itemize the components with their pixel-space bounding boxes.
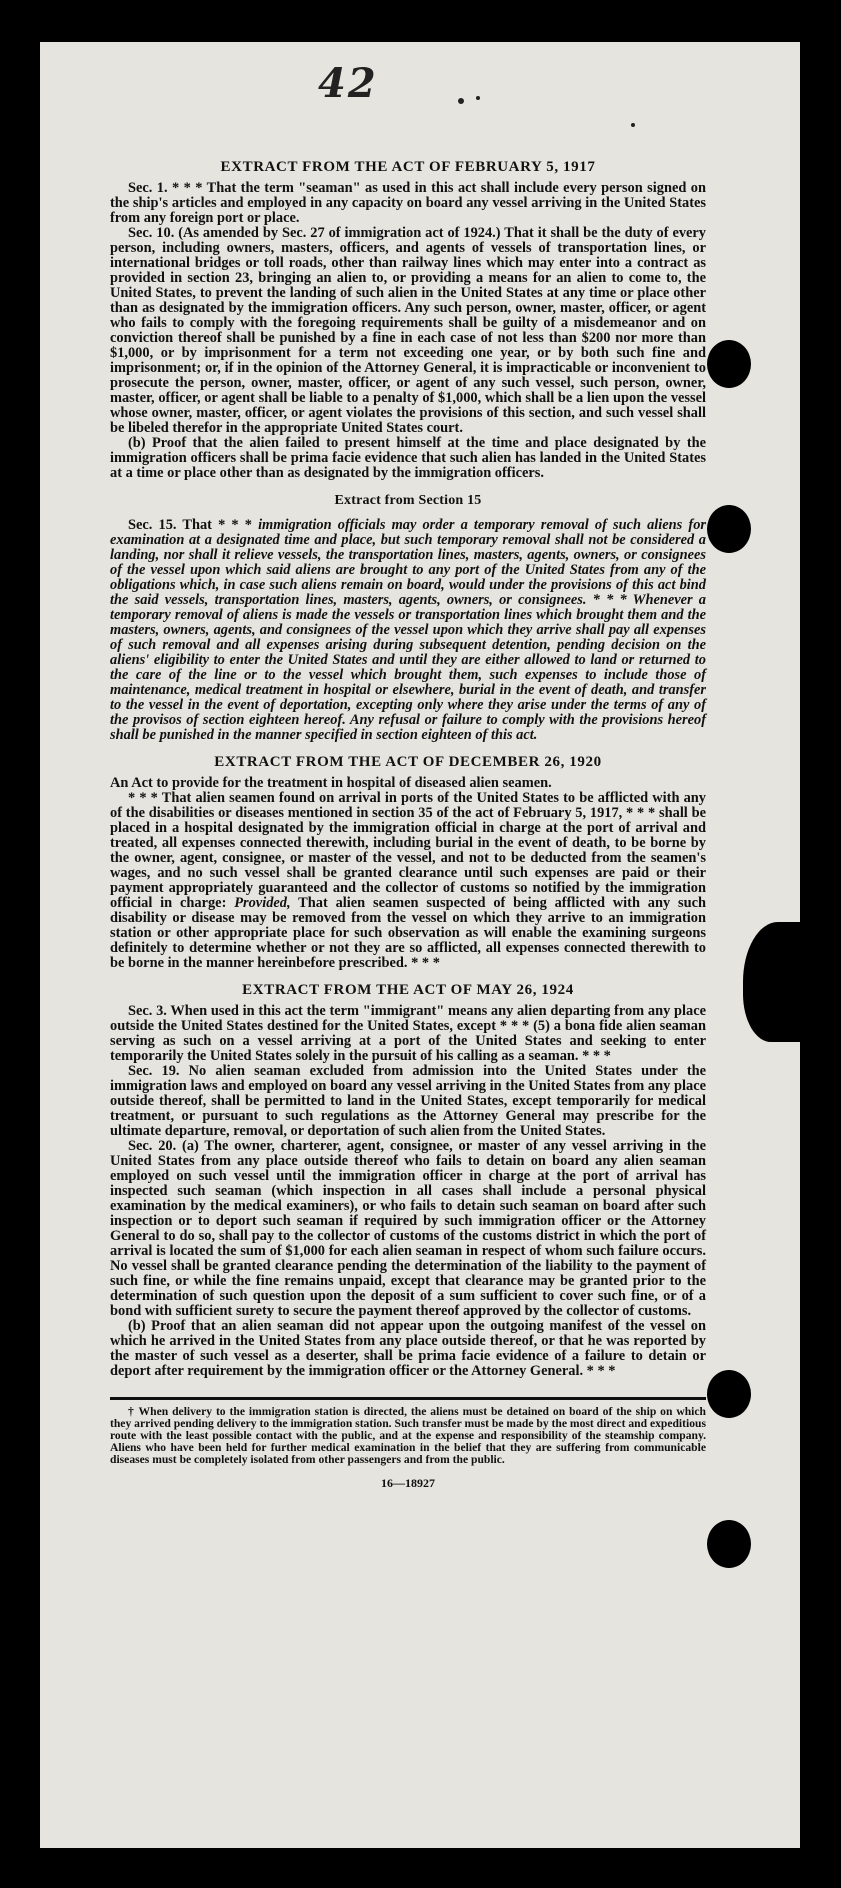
handwritten-number: 42: [318, 60, 378, 107]
heading-may-1924: EXTRACT FROM THE ACT OF MAY 26, 1924: [242, 982, 574, 998]
provided-word: Provided,: [234, 895, 291, 911]
punch-hole: [707, 1520, 751, 1568]
dec-1920-text-a: * * * That alien seamen found on arrival in ports of the United States to be afflicted with any of the disabilities or diseases mentioned in section 35 of the act of February 5, 1917, * * * shall be placed in a hospital designated by the immigration official in charge at the port of arrival and treated, all expenses connected therewith, including burial in the event of death, to be borne by the owner, agent, consignee, or master of the vessel, and not to be deducted from the seamen's wages, and no such vessel shall be granted clearance until such expenses are paid or their payment appropriately guaranteed and the collector of customs so notified by the immigration official in charge:: [110, 790, 706, 911]
dec-1920-text-b: That alien seamen suspected of being afflicted with any such disability or disease may be removed from the vessel on which they arrive to an immigration station or other appropriate place for such observation as will enable the examining surgeons definitely to determine whether or not they are so afflicted, all expenses connected therewith to be borne in the manner hereinbefore prescribed. * * *: [110, 895, 707, 971]
punch-hole: [707, 1370, 751, 1418]
footnote-rule: [110, 1397, 706, 1400]
punch-hole: [707, 340, 751, 388]
heading-dec-1920: EXTRACT FROM THE ACT OF DECEMBER 26, 1920: [214, 754, 602, 770]
sec-15-paragraph: [110, 518, 706, 743]
ink-dot: [476, 96, 480, 100]
sec-15-lead: Sec. 15. That * * *: [128, 517, 252, 533]
sec-10-paragraph: Sec. 10. (As amended by Sec. 27 of immigration act of 1924.) That it shall be the duty of every person, including owners, masters, officers, and agents of vessels of transportation lines, or international bridges or toll roads, other than railway lines which may enter into a contract as provided in section 23, bringing an alien to, or providing a means for an alien to come to, the United States, to prevent the landing of such alien in the United States at any time or place other than as designated by the immigration officers. Any such person, owner, master, officer, or agent who fails to comply with the foregoing requirements shall be guilty of a misdemeanor and on conviction thereof shall be punished by a fine in each case of not less than $200 nor more than $1,000, or by imprisonment for a term not exceeding one year, or by both such fine and imprisonment; or, if in the opinion of the Attorney General, it is impracticable or inconvenient to prosecute the person, owner, master, officer, or agent of any such vessel, such person, owner, master, officer, or agent shall be liable to a penalty of $1,000, which shall be a lien upon the vessel whose owner, master, officer, or agent violates the provisions of this section, and such vessel shall be libeled therefor in the appropriate United States court.: [110, 225, 706, 436]
punch-hole: [743, 922, 800, 1042]
ink-dot: [631, 123, 635, 127]
document-body: [110, 160, 706, 1491]
heading-section-15: Extract from Section 15: [334, 493, 482, 508]
punch-hole: [707, 505, 751, 553]
document-page: [40, 42, 800, 1848]
footnote: † When delivery to the immigration station is directed, the aliens must be detained on board of the ship on which they arrived pending delivery to the immigration station. Such transfer must be made by the most direct and expeditious route with the least possible contact with the public, and at the expense and responsibility of the steamship company. Aliens who have been held for further medical examination in the belief that they are suffering from communicable diseases must be completely isolated from other passengers and from the public.: [110, 1405, 706, 1466]
sec-19-paragraph: Sec. 19. No alien seaman excluded from admission into the United States under the immigration laws and employed on board any vessel arriving in the United States from any place outside thereof, shall be permitted to land in the United States, except temporarily for medical treatment, or pursuant to such regulations as the Attorney General may prescribe for the ultimate departure, removal, or deportation of such alien from the United States.: [110, 1063, 706, 1139]
sec-20-a-paragraph: Sec. 20. (a) The owner, charterer, agent, consignee, or master of any vessel arriving in the United States from any place outside thereof who fails to detain on board any alien seaman employed on such vessel until the immigration officer in charge at the port of arrival has inspected such seaman (which inspection in all cases shall include a personal physical examination by the medical examiners), or who fails to detain such seaman on board after such inspection or to deport such seaman if required by such immigration officer or the Attorney General to do so, shall pay to the collector of customs of the customs district in which the port of arrival is located the sum of $1,000 for each alien seaman in respect of whom such failure occurs. No vessel shall be granted clearance pending the determination of the liability to the payment of such fine, or while the fine remains unpaid, except that clearance may be granted prior to the determination of such question upon the deposit of a sum sufficient to cover such fine, or of a bond with sufficient surety to secure the payment thereof approved by the collector of customs.: [110, 1138, 706, 1319]
sec-3-paragraph: Sec. 3. When used in this act the term "immigrant" means any alien departing from any place outside the United States destined for the United States, except * * * (5) a bona fide alien seaman serving as such on a vessel arriving at a port of the United States and seeking to enter temporarily the United States solely in the pursuit of his calling as a seaman. * * *: [110, 1003, 706, 1064]
heading-feb-1917: EXTRACT FROM THE ACT OF FEBRUARY 5, 1917: [220, 159, 596, 175]
ink-dot: [458, 98, 464, 104]
sec-1-paragraph: Sec. 1. * * * That the term "seaman" as used in this act shall include every person signed on the ship's articles and employed in any capacity on board any vessel arriving in the United States from any foreign port or place.: [110, 180, 706, 226]
dec-1920-paragraph: [110, 791, 706, 971]
dec-1920-title: An Act to provide for the treatment in hospital of diseased alien seamen.: [110, 775, 552, 791]
sec-15-text: immigration officials may order a temporary removal of such aliens for examination at a designated time and place, but such temporary removal shall not be considered a landing, nor shall it relieve vessels, the transportation lines, masters, agents, owners, or consignees of the vessel upon which said aliens are brought to any port of the United States from any of the obligations which, in case such aliens remain on board, would under the provisions of this act bind the said vessels, transportation lines, masters, agents, owners, or consignees. * * * Whenever a temporary removal of aliens is made the vessels or transportation lines which brought them and the masters, owners, agents, and consignees of the vessel upon which they arrive shall pay all expenses of such removal and all expenses arising during subsequent detention, pending decision on the aliens' eligibility to enter the United States and until they are either allowed to land or returned to the care of the line or to the vessel which brought them, such expenses to include those of maintenance, medical treatment in hospital or elsewhere, burial in the event of death, and transfer to the vessel in the event of deportation, excepting only where they arise under the terms of any of the provisos of section eighteen hereof. Any refusal or failure to comply with the provisions hereof shall be punished in the manner specified in section eighteen of this act.: [110, 517, 707, 743]
sec-20-b-paragraph: (b) Proof that an alien seaman did not appear upon the outgoing manifest of the vessel on which he arrived in the United States from any place outside thereof, or that he was reported by the master of such vessel as a deserter, shall be prima facie evidence of a failure to detain or deport after requirement by the immigration officer or the Attorney General. * * *: [110, 1318, 706, 1379]
printer-code: 16—18927: [381, 1476, 435, 1490]
sec-10-b-paragraph: (b) Proof that the alien failed to present himself at the time and place designated by the immigration officers shall be prima facie evidence that such alien has landed in the United States at a time or place other than as designated by the immigration officers.: [110, 435, 706, 481]
